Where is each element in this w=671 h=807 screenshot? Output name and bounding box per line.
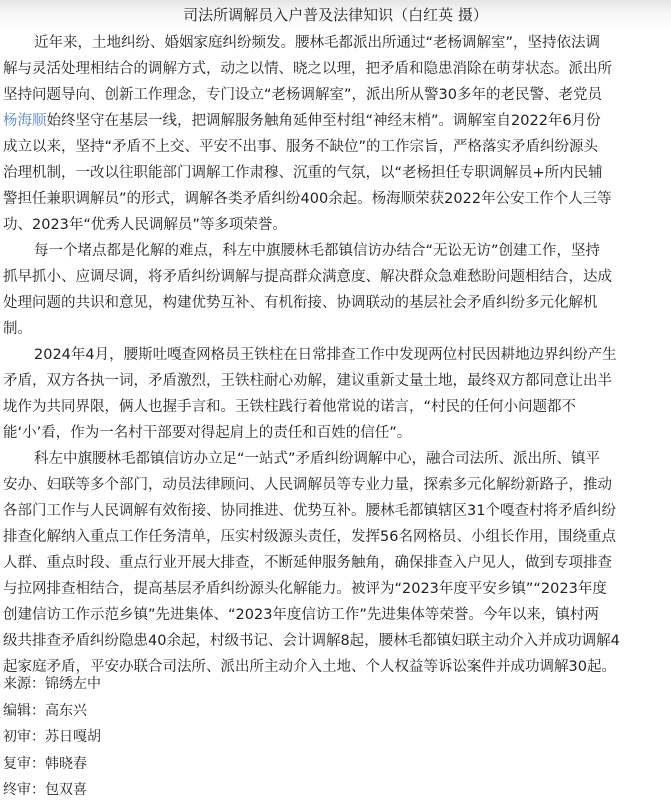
paragraph-line: 能‘小’看，作为一名村干部要对得起肩上的责任和百姓的信任”。 (3, 425, 412, 441)
paragraph-3 (3, 342, 671, 446)
line-text: 始终坚守在基层一线，把调解服务触角延伸至村组“神经末梢”。调解室自2022年6月份 (46, 113, 601, 129)
paragraph-line: 各部门工作与人民调解有效衔接、协同推进、优势互补。腰林毛都镇辖区31个嘎查村将矛盾纠纷 (3, 503, 616, 519)
paragraph-4 (3, 446, 671, 680)
credit-label: 编辑： (3, 702, 45, 719)
paragraph-line: 坚持问题导向、创新工作理念，专门设立“老杨调解室”，派出所从警30多年的老民警、老党员 (3, 87, 602, 103)
credit-value: 苏日嘎胡 (45, 729, 101, 745)
paragraph-line: 抓早抓小、应调尽调，将矛盾纠纷调解与提高群众满意度、解决群众急难愁盼问题相结合，达成 (3, 269, 612, 285)
paragraph-line: 治理机制，一改以往职能部门调解工作肃穆、沉重的气氛，以“老杨担任专职调解员+所内民辅 (3, 165, 603, 181)
paragraph-line: 警担任兼职调解员”的形式，调解各类矛盾纠纷400余起。杨海顺荣获2022年公安工作个人三等 (3, 191, 612, 207)
paragraph-line: 处理问题的共识和意见，构建优势互补、有机衔接、协调联动的基层社会矛盾纠纷多元化解机 (3, 295, 598, 311)
article-body (3, 30, 671, 680)
paragraph-line: 矛盾，双方各执一词，矛盾激烈，王铁柱耐心劝解，建议重新丈量土地，最终双方都同意让出半 (3, 373, 612, 389)
credit-first-review (3, 724, 671, 751)
credit-label: 初审： (3, 729, 45, 745)
credit-second-review (3, 751, 671, 778)
paragraph-line: 每一个堵点都是化解的难点，科左中旗腰林毛都镇信访办结合“无讼无访”创建工作，坚持 (34, 243, 601, 259)
paragraph-line: 排查化解纳入重点工作任务清单，压实村级源头责任，发挥56名网格员、小组长作用，围绕重点 (3, 529, 616, 545)
paragraph-line: 制。 (3, 321, 32, 337)
paragraph-line: 科左中旗腰林毛都镇信访办立足“一站式”矛盾纠纷调解中心，融合司法所、派出所、镇平 (34, 451, 601, 467)
paragraph-line: 与拉网排查相结合，提高基层矛盾纠纷源头化解能力。被评为“2023年度平安乡镇”“2023年度 (3, 581, 607, 597)
paragraph-line: 近年来，土地纠纷、婚姻家庭纠纷频发。腰林毛都派出所通过“老杨调解室”，坚持依法调 (34, 35, 601, 51)
paragraph-line: 2024年4月，腰斯吐嘎查网格员王铁柱在日常排查工作中发现两位村民因耕地边界纠纷产生 (34, 347, 617, 363)
paragraph-line: 成立以来，坚持“矛盾不上交、平安不出事、服务不缺位”的工作宗旨，严格落实矛盾纠纷源头 (3, 139, 599, 155)
paragraph-line (3, 108, 671, 134)
credit-value: 锦绣左中 (45, 676, 101, 692)
credits-block (3, 671, 671, 804)
paragraph-line: 安办、妇联等多个部门，动员法律顾问、人民调解员等专业力量，探索多元化解纷新路子，推动 (3, 477, 612, 493)
credit-label: 来源： (3, 676, 45, 692)
paragraph-line: 人群、重点时段、重点行业开展大排查，不断延伸服务触角，确保排查入户见人，做到专项排查 (3, 555, 612, 571)
paragraph-line: 起家庭矛盾，平安办联合司法所、派出所主动介入土地、个人权益等诉讼案件并成功调解30起。 (3, 659, 616, 675)
credit-final-review (3, 777, 671, 804)
credit-label: 复审： (3, 755, 45, 772)
credit-label: 终审： (3, 782, 45, 798)
credit-value: 包双喜 (45, 782, 87, 798)
credit-source (3, 671, 671, 698)
credit-value: 韩晓春 (45, 755, 87, 772)
paragraph-line: 创建信访工作示范乡镇”先进集体、“2023年度信访工作”先进集体等荣誉。今年以来，镇村两 (3, 607, 599, 623)
paragraph-line: 功、2023年“优秀人民调解员”等多项荣誉。 (3, 217, 287, 233)
highlighted-name: 杨海顺 (3, 113, 47, 129)
paragraph-line: 级共排查矛盾纠纷隐患40余起，村级书记、会计调解8起，腰林毛都镇妇联主动介入并成功调解4 (3, 633, 620, 649)
paragraph-2 (3, 238, 671, 342)
credit-value: 高东兴 (45, 702, 87, 719)
paragraph-line: 垅作为共同界限，俩人也握手言和。王铁柱践行着他常说的诺言，“村民的任何小问题都不 (3, 399, 577, 415)
photo-caption: 司法所调解员入户普及法律知识（白红英 摄） (183, 6, 488, 24)
credit-editor (3, 698, 671, 725)
paragraph-1 (3, 30, 671, 238)
paragraph-line: 解与灵活处理相结合的调解方式，动之以情、晓之以理，把矛盾和隐患消除在萌芽状态。派出所 (3, 61, 612, 77)
